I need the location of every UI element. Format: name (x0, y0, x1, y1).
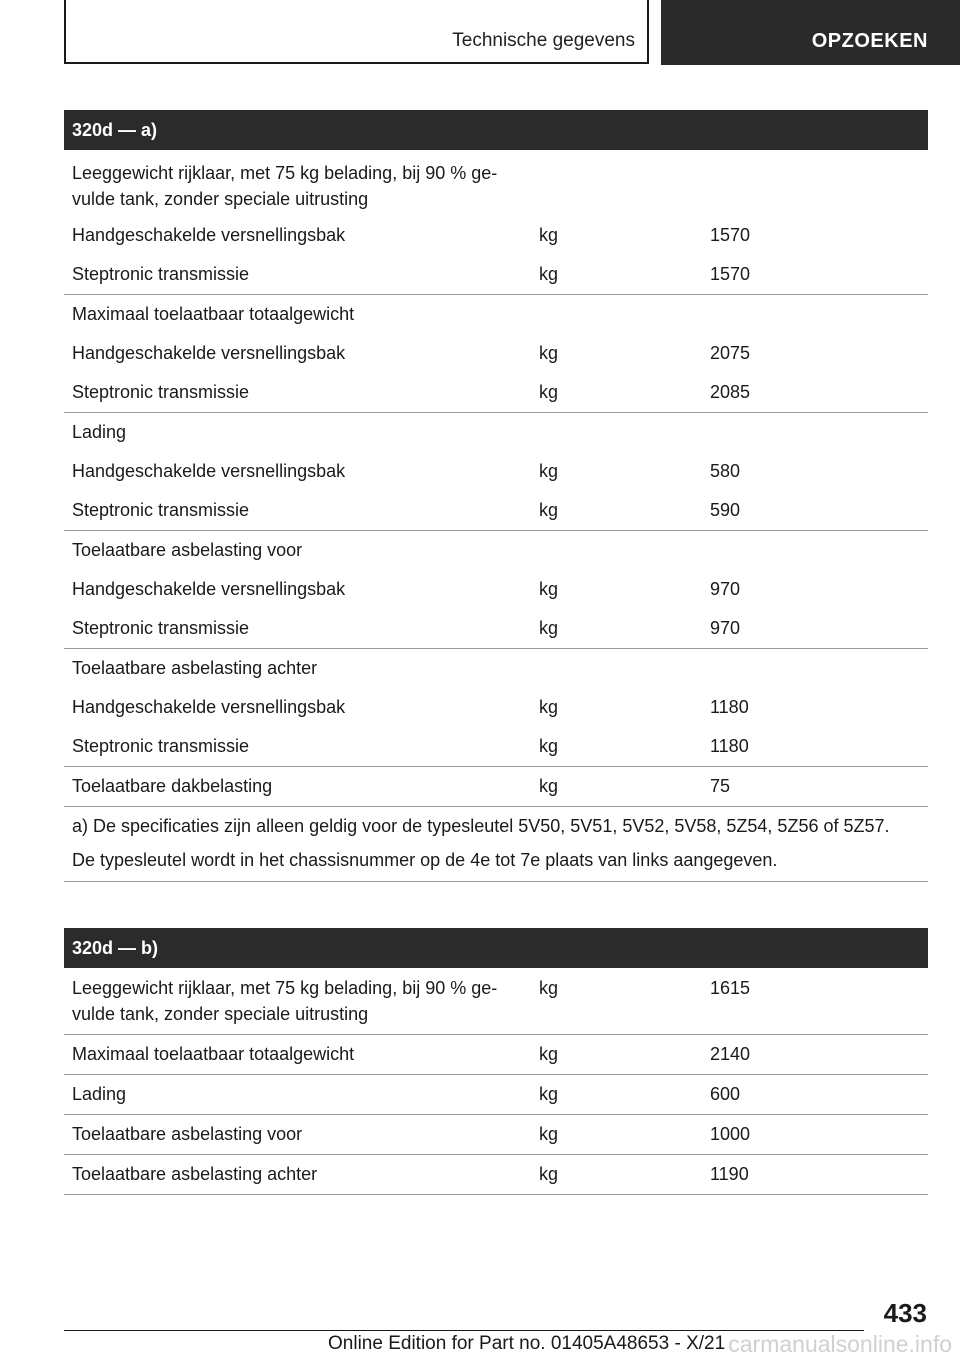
row-unit: kg (539, 736, 559, 756)
group-heading: Toelaatbare asbelasting voor (72, 540, 303, 560)
row-label: Handgeschakelde versnellingsbak (72, 225, 346, 245)
row-value: 970 (710, 579, 741, 599)
table-row (64, 452, 928, 491)
page-number: 433 (883, 1298, 927, 1328)
row-label: Steptronic transmissie (72, 382, 250, 402)
table-row (64, 1115, 928, 1155)
row-label: Handgeschakelde versnellingsbak (72, 697, 346, 717)
group-max-weight (64, 295, 928, 413)
group-front-axle (64, 531, 928, 649)
table-320d-b (64, 928, 928, 1195)
watermark: carmanualsonline.info (728, 1331, 952, 1357)
row-value: 1000 (710, 1124, 751, 1144)
row-label: Steptronic transmissie (72, 736, 250, 756)
row-value: 2085 (710, 382, 751, 402)
row-value: 590 (710, 500, 741, 520)
table-row (64, 727, 928, 767)
footnote (64, 807, 928, 882)
header-section-box (64, 0, 649, 64)
table-320d-a (64, 110, 928, 882)
row-unit: kg (539, 579, 559, 599)
footnote-text: De typesleutel wordt in het chassisnummer op de 4e tot 7e plaats van links aangegeven. (72, 850, 778, 870)
table-row (64, 570, 928, 609)
row-unit: kg (539, 225, 559, 245)
row-label: Leeggewicht rijklaar, met 75 kg belading, bij 90 % ge- vulde tank, zonder speciale uitrusting (72, 978, 498, 1024)
row-value: 1190 (710, 1164, 749, 1184)
row-unit: kg (539, 978, 559, 998)
row-unit: kg (539, 1044, 559, 1064)
row-value: 2140 (710, 1044, 751, 1064)
row-unit: kg (539, 264, 559, 284)
row-unit: kg (539, 1124, 559, 1144)
row-label: Handgeschakelde versnellingsbak (72, 343, 346, 363)
row-label: Handgeschakelde versnellingsbak (72, 579, 346, 599)
row-label: Steptronic transmissie (72, 618, 250, 638)
row-label: Toelaatbare asbelasting achter (72, 1164, 318, 1184)
table-row (64, 968, 928, 1035)
table-row (64, 491, 928, 531)
row-value: 970 (710, 618, 741, 638)
row-label: Toelaatbare dakbelasting (72, 776, 273, 796)
row-value: 1615 (710, 978, 751, 998)
group-heading: Lading (72, 422, 127, 442)
group-rear-axle (64, 649, 928, 767)
row-unit: kg (539, 461, 559, 481)
row-unit: kg (539, 382, 559, 402)
edition-text: Online Edition for Part no. 01405A48653 - X/21 (328, 1333, 726, 1354)
group-heading: Maximaal toelaatbaar totaalgewicht (72, 304, 355, 324)
section-title: Technische gegevens (452, 30, 635, 51)
opzoeken-label: OPZOEKEN (811, 30, 928, 52)
table-row-roof-load (64, 767, 928, 807)
table-row (64, 609, 928, 649)
row-unit: kg (539, 1164, 559, 1184)
table-row (64, 255, 928, 295)
table-row (64, 688, 928, 727)
row-label: Lading (72, 1084, 127, 1104)
row-value: 1180 (710, 736, 749, 756)
group-unladen-weight (64, 150, 928, 295)
row-value: 1570 (710, 264, 751, 284)
footnote-text: a) De specificaties zijn alleen geldig voor de typesleutel 5V50, 5V51, 5V52, 5V58, 5Z54, 5Z56 of 5Z57. (72, 816, 890, 836)
table-row (64, 1035, 928, 1075)
row-label: Toelaatbare asbelasting voor (72, 1124, 303, 1144)
row-label: Steptronic transmissie (72, 264, 250, 284)
row-unit: kg (539, 343, 559, 363)
row-label: Handgeschakelde versnellingsbak (72, 461, 346, 481)
table-row (64, 1155, 928, 1195)
row-unit: kg (539, 618, 559, 638)
row-label: Maximaal toelaatbaar totaalgewicht (72, 1044, 355, 1064)
row-unit: kg (539, 500, 559, 520)
row-unit: kg (539, 697, 559, 717)
table-row (64, 216, 928, 255)
row-value: 1180 (710, 697, 749, 717)
opzoeken-tab[interactable] (661, 0, 960, 65)
row-value: 580 (710, 461, 741, 481)
table-a-title: 320d — a) (64, 110, 928, 150)
group-heading: Toelaatbare asbelasting achter (72, 658, 318, 678)
table-row (64, 334, 928, 373)
row-unit: kg (539, 1084, 559, 1104)
group-heading: Leeggewicht rijklaar, met 75 kg belading, bij 90 % ge- vulde tank, zonder speciale uitrusting (72, 163, 498, 209)
row-value: 600 (710, 1084, 741, 1104)
group-load (64, 413, 928, 531)
row-value: 75 (710, 776, 731, 796)
table-row (64, 1075, 928, 1115)
row-value: 2075 (710, 343, 751, 363)
row-value: 1570 (710, 225, 751, 245)
table-b-title: 320d — b) (64, 928, 928, 968)
row-label: Steptronic transmissie (72, 500, 250, 520)
row-unit: kg (539, 776, 559, 796)
table-row (64, 373, 928, 413)
